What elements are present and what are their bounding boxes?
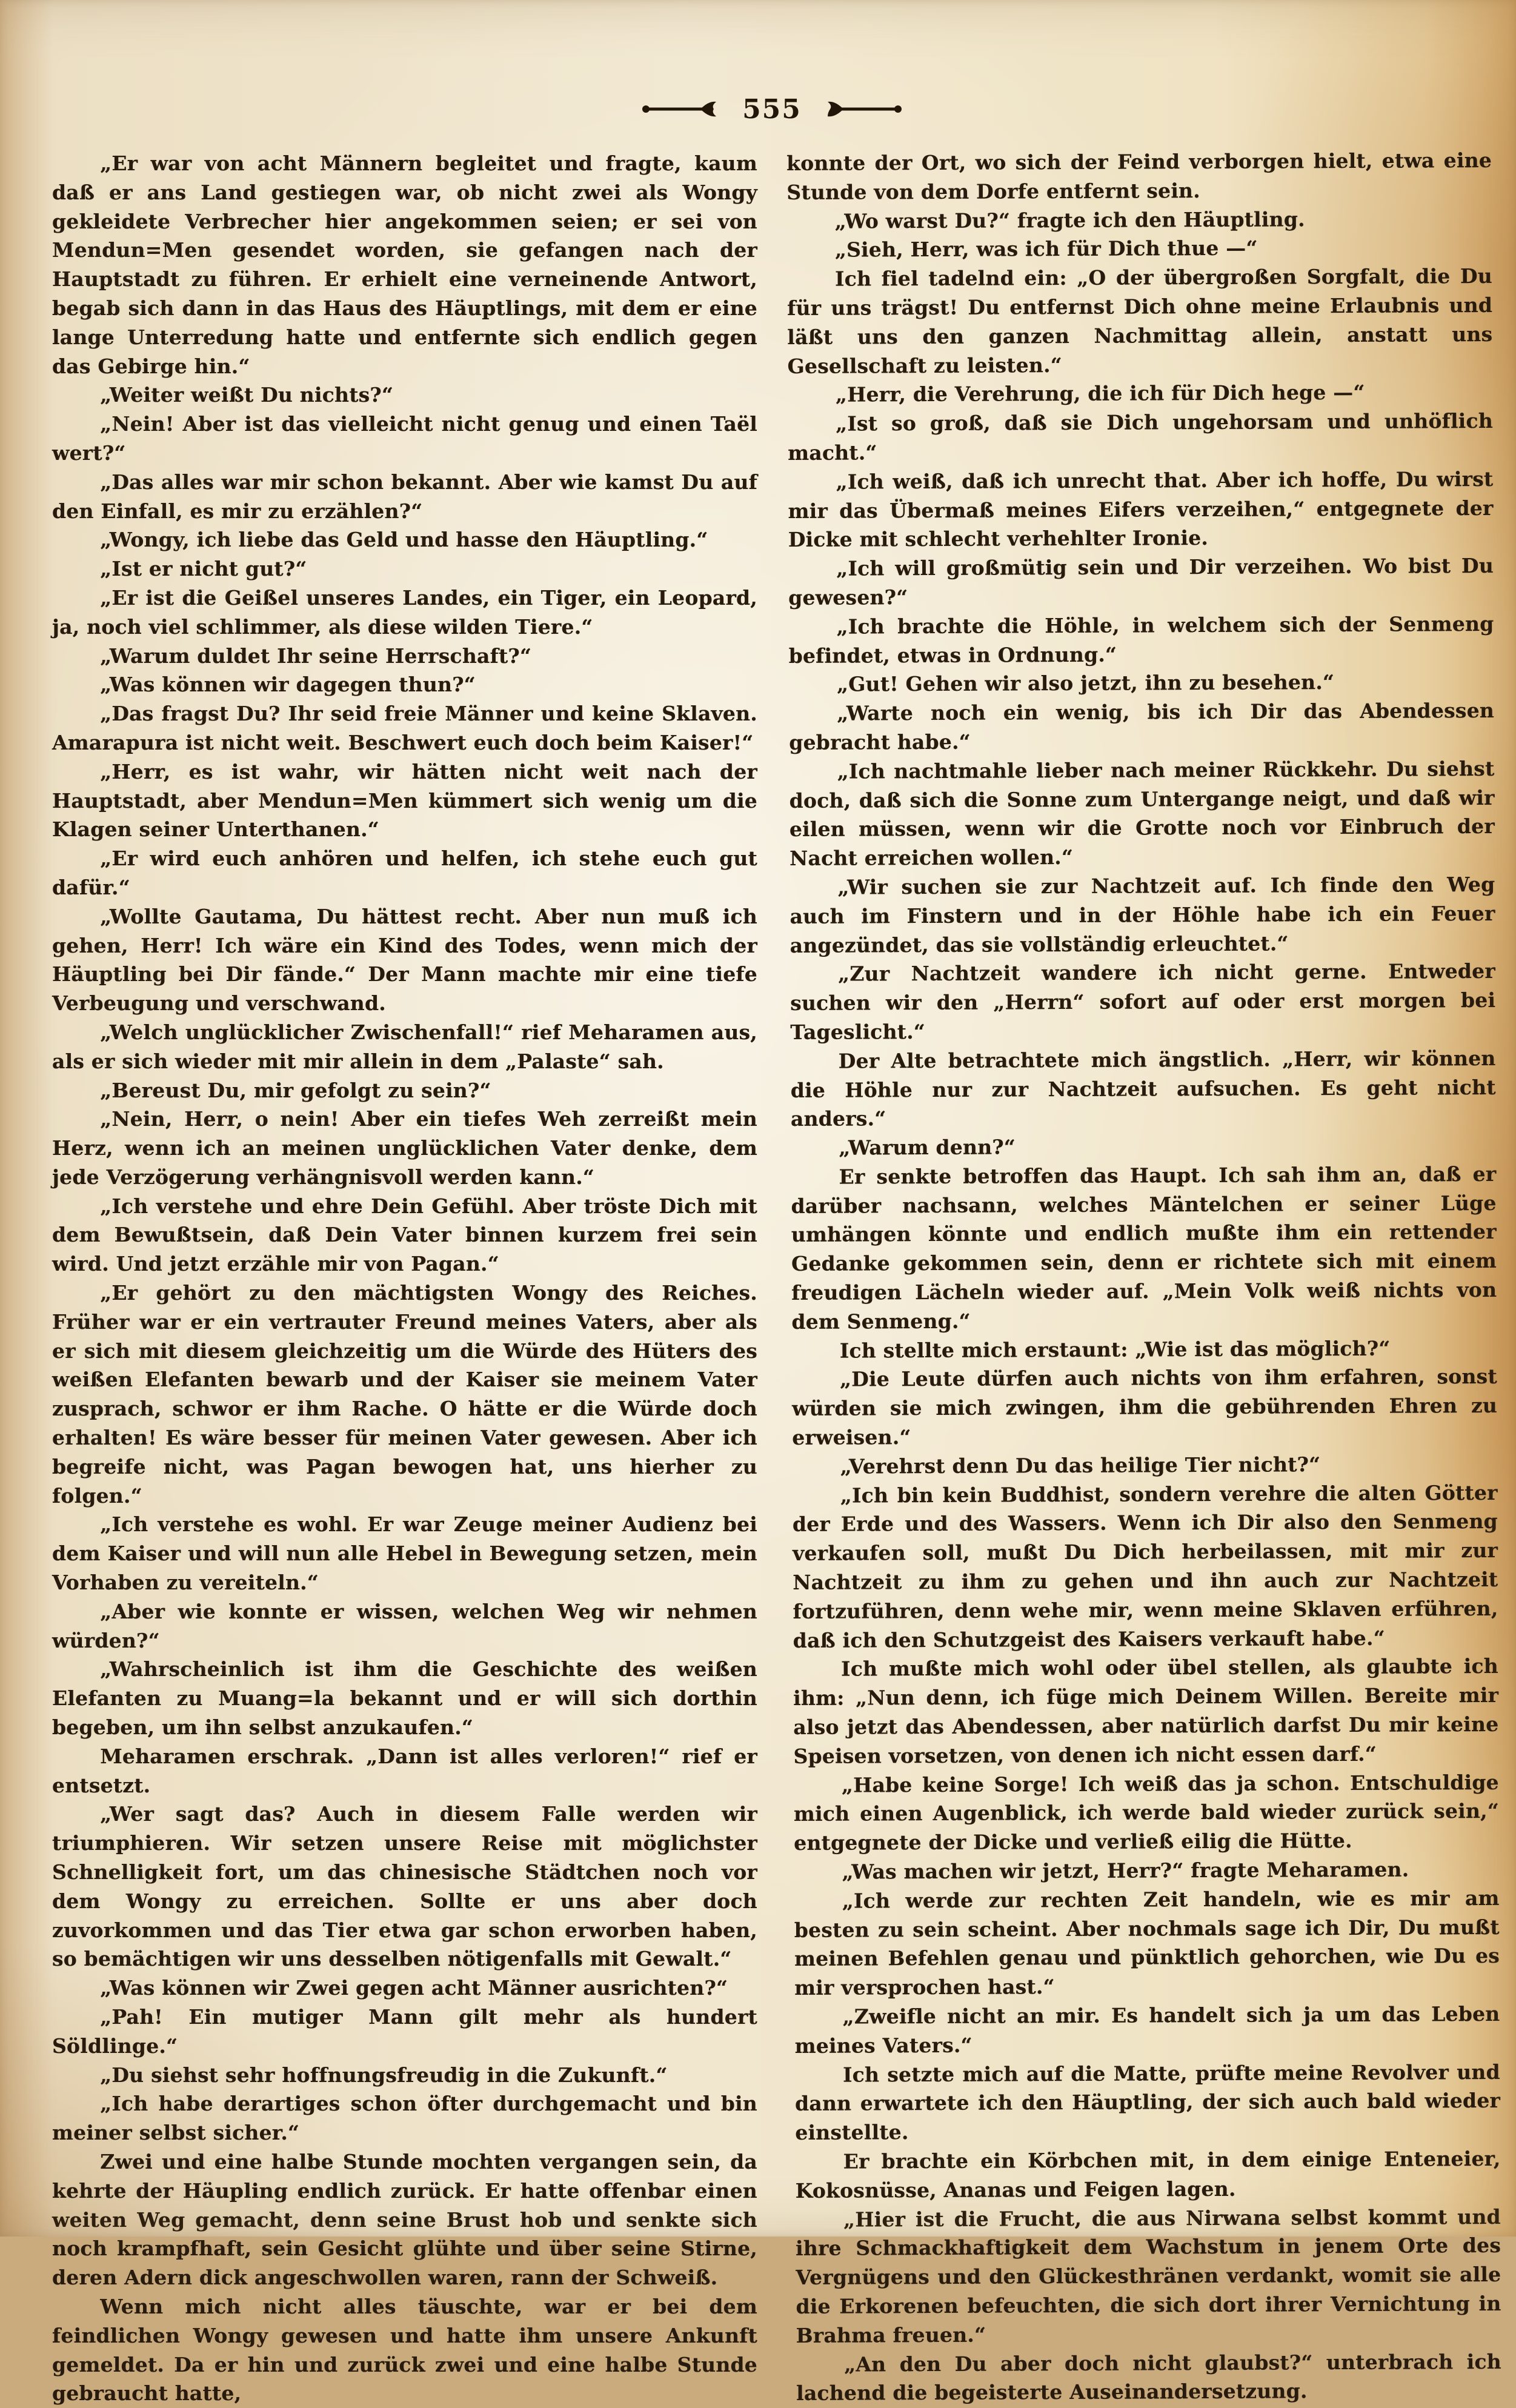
paragraph: „Nein, Herr, o nein! Aber ein tiefes Weh zerreißt mein Herz, wenn ich an meinen unglücklichen Vater denke, dem jede Verzögerung verhängnisvoll werden kann.“ [52, 1107, 757, 1189]
paragraph: Meharamen erschrak. „Dann ist alles verloren!“ rief er entsetzt. [52, 1744, 757, 1797]
text-column-right [786, 146, 1501, 2408]
paragraph: „Das fragst Du? Ihr seid freie Männer und keine Sklaven. Amarapura ist nicht weit. Beschwert euch doch beim Kaiser!“ [52, 702, 757, 754]
paragraph: „Was machen wir jetzt, Herr?“ fragte Meharamen. [842, 1857, 1409, 1884]
paragraph: „Ich verstehe es wohl. Er war Zeuge meiner Audienz bei dem Kaiser und will nun alle Hebel in Bewegung setzen, mein Vorhaben zu vereiteln.“ [52, 1512, 757, 1595]
paragraph: „Wir suchen sie zur Nachtzeit auf. Ich finde den Weg auch im Finstern und in der Höhle habe ich ein Feuer angezündet, das sie vollständig erleuchtet.“ [790, 872, 1495, 957]
header-ornament-left-icon [640, 99, 722, 119]
paragraph: „Ich weiß, daß ich unrecht that. Aber ich hoffe, Du wirst mir das Übermaß meines Eifers verzeihen,“ entgegnete der Dicke mit schlecht verhehlter Ironie. [788, 467, 1494, 552]
paragraph: „Er ist die Geißel unseres Landes, ein Tiger, ein Leopard, ja, noch viel schlimmer, als diese wilden Tiere.“ [52, 585, 757, 639]
paragraph: „Zweifle nicht an mir. Es handelt sich ja um das Leben meines Vaters.“ [794, 2001, 1500, 2058]
paragraph: „Ich habe derartiges schon öfter durchgemacht und bin meiner selbst sicher.“ [52, 2092, 757, 2145]
paragraph: „Ich werde zur rechten Zeit handeln, wie es mir am besten zu sein scheint. Aber nochmals sage ich Dir, Du mußt meinen Befehlen genau und pünktlich gehorchen, wie Du es mir versprochen hast.“ [794, 1886, 1500, 2000]
paragraph: Ich setzte mich auf die Matte, prüfte meine Revolver und dann erwartete ich den Häuptling, der sich auch bald wieder einstellte. [794, 2060, 1501, 2145]
paragraph: Zwei und eine halbe Stunde mochten vergangen sein, da kehrte der Häupling endlich zurück. Er hatte offenbar einen weiten Weg gemacht, denn seine Brust hob und senkte sich noch krampfhaft, sein Gesicht glühte und über seine Stirne, deren Adern dick angeschwollen waren, rann der Schweiß. [52, 2149, 757, 2290]
paragraph: „Herr, es ist wahr, wir hätten nicht weit nach der Hauptstadt, aber Mendun=Men kümmert sich wenig um die Klagen seiner Unterthanen.“ [52, 759, 757, 842]
two-column-text-block [52, 148, 1502, 2408]
page-number: 555 [742, 93, 802, 125]
paragraph: „Warum denn?“ [839, 1135, 1016, 1160]
paragraph: „Ist so groß, daß sie Dich ungehorsam und unhöflich macht.“ [788, 409, 1494, 465]
paragraph: „Wollte Gautama, Du hättest recht. Aber nun muß ich gehen, Herr! Ich wäre ein Kind des Todes, wenn mich der Häuptling bei Dir fände.“ Der Mann machte mir eine tiefe Verbeugung und verschwand. [52, 904, 757, 1016]
paragraph: „Ich bin kein Buddhist, sondern verehre die alten Götter der Erde und des Wassers. Wenn ich Dir also den Senmeng verkaufen soll, mußt Du Dich herbeilassen, mit mir zur Nachtzeit zu ihm zu gehen und ihn auch zur Nachtzeit fortzuführen, denn wehe mir, wenn meine Sklaven erführen, daß ich den Schutzgeist des Kaisers verkauft habe.“ [792, 1480, 1498, 1652]
paragraph: „Wongy, ich liebe das Geld und hasse den Häuptling.“ [100, 528, 708, 552]
paragraph: „Herr, die Verehrung, die ich für Dich hege —“ [835, 381, 1365, 407]
paragraph: Ich mußte mich wohl oder übel stellen, als glaubte ich ihm: „Nun denn, ich füge mich Deinem Willen. Bereite mir also jetzt das Abendessen, aber natürlich darfst Du mir keine Speisen vorsetzen, von denen ich nicht essen darf.“ [793, 1654, 1499, 1768]
paragraph: „Wahrscheinlich ist ihm die Geschichte des weißen Elefanten zu Muang=la bekannt und er will sich dorthin begeben, um ihn selbst anzukaufen.“ [52, 1657, 757, 1740]
paragraph: „Sieh, Herr, was ich für Dich thue —“ [834, 236, 1258, 262]
paragraph: konnte der Ort, wo sich der Feind verborgen hielt, etwa eine Stunde von dem Dorfe entfernt sein. [786, 148, 1492, 204]
paragraph: „Weiter weißt Du nichts?“ [100, 383, 394, 407]
paragraph: „Was können wir dagegen thun?“ [100, 673, 476, 697]
paragraph: „Ich nachtmahle lieber nach meiner Rückkehr. Du siehst doch, daß sich die Sonne zum Untergange neigt, und daß wir eilen müssen, wenn wir die Grotte noch vor Einbruch der Nacht erreichen wollen.“ [789, 756, 1495, 871]
paragraph: Er brachte ein Körbchen mit, in dem einige Enteneier, Kokosnüsse, Ananas und Feigen lagen. [795, 2146, 1501, 2203]
paragraph: „Nein! Aber ist das vielleicht nicht genug und einen Taël wert?“ [52, 412, 757, 465]
paragraph: „Er gehört zu den mächtigsten Wongy des Reiches. Früher war er ein vertrauter Freund meines Vaters, aber als er sich mit diesem gleichzeitig um die Würde des Hüters des weißen Elefanten bewarb und der Kaiser sie meinem Vater zusprach, schwor er ihm Rache. O hätte er die Würde doch erhalten! Es wäre besser für meinen Vater gewesen. Aber ich begreife nicht, was Pagan bewogen hat, uns hierher zu folgen.“ [52, 1281, 757, 1508]
paragraph: „Hier ist die Frucht, die aus Nirwana selbst kommt und ihre Schmackhaftigkeit dem Wachstum in jenem Orte des Vergnügens und den Glückesthränen verdankt, womit sie alle die Erkorenen befeuchten, die sich dort ihrer Vernichtung in Brahma freuen.“ [796, 2204, 1501, 2347]
paragraph: Er senkte betroffen das Haupt. Ich sah ihm an, daß er darüber nachsann, welches Mäntelchen er seiner Lüge umhängen könnte und endlich mußte ihm ein rettender Gedanke gekommen sein, denn er richtete sich mit einem freudigen Lächeln wieder auf. „Mein Volk weiß nichts von dem Senmeng.“ [791, 1162, 1497, 1334]
paragraph: Ich stellte mich erstaunt: „Wie ist das möglich?“ [839, 1336, 1391, 1363]
paragraph: „Ich brachte die Höhle, in welchem sich der Senmeng befindet, etwas in Ordnung.“ [788, 611, 1494, 668]
paragraph: „An den Du aber doch nicht glaubst?“ unterbrach ich lachend die begeisterte Auseinandersetzung. [796, 2349, 1502, 2406]
paragraph: „Welch unglücklicher Zwischenfall!“ rief Meharamen aus, als er sich wieder mit mir allein in dem „Palaste“ sah. [52, 1020, 757, 1073]
text-column-left [52, 149, 757, 2408]
paragraph: „Ich verstehe und ehre Dein Gefühl. Aber tröste Dich mit dem Bewußtsein, daß Dein Vater binnen kurzem frei sein wird. Und jetzt erzähle mir von Pagan.“ [52, 1194, 757, 1276]
paragraph: „Er war von acht Männern begleitet und fragte, kaum daß er ans Land gestiegen war, ob nicht zwei als Wongy gekleidete Verbrecher hier angekommen seien; er sei von Mendun=Men gesendet worden, sie gefangen nach der Hauptstadt zu führen. Er erhielt eine verneinende Antwort, begab sich dann in das Haus des Häuptlings, mit dem er eine lange Unterredung hatte und entfernte sich endlich gegen das Gebirge hin.“ [52, 151, 757, 378]
paragraph: „Gut! Gehen wir also jetzt, ihn zu besehen.“ [836, 670, 1335, 696]
paragraph: „Verehrst denn Du das heilige Tier nicht?“ [840, 1452, 1321, 1478]
paragraph: „Zur Nachtzeit wandere ich nicht gerne. Entweder suchen wir den „Herrn“ sofort auf oder erst morgen bei Tageslicht.“ [790, 959, 1496, 1044]
paragraph: „Er wird euch anhören und helfen, ich stehe euch gut dafür.“ [52, 846, 757, 899]
paragraph: Der Alte betrachtete mich ängstlich. „Herr, wir können die Höhle nur zur Nachtzeit aufsuchen. Es geht nicht anders.“ [790, 1046, 1496, 1131]
paragraph: „Bereust Du, mir gefolgt zu sein?“ [100, 1078, 491, 1102]
paragraph: „Wer sagt das? Auch in diesem Falle werden wir triumphieren. Wir setzen unsere Reise mit möglichster Schnelligkeit fort, um das chinesische Städtchen noch vor dem Wongy zu erreichen. Sollte er uns aber doch zuvorkommen und das Tier etwa gar schon erworben haben, so bemächtigen wir uns desselben nötigenfalls mit Gewalt.“ [52, 1802, 757, 1971]
paragraph: „Ich will großmütig sein und Dir verzeihen. Wo bist Du gewesen?“ [788, 554, 1494, 610]
paragraph: „Wo warst Du?“ fragte ich den Häuptling. [834, 207, 1305, 233]
paragraph: „Das alles war mir schon bekannt. Aber wie kamst Du auf den Einfall, es mir zu erzählen?“ [52, 470, 757, 523]
paragraph: „Warum duldet Ihr seine Herrschaft?“ [100, 644, 532, 668]
paragraph: „Habe keine Sorge! Ich weiß das ja schon. Entschuldige mich einen Augenblick, ich werde bald wieder zurück sein,“ entgegnete der Dicke und verließ eilig die Hütte. [793, 1770, 1500, 1855]
paragraph: „Warte noch ein wenig, bis ich Dir das Abendessen gebracht habe.“ [789, 699, 1495, 754]
header-ornament-right-icon [822, 99, 904, 119]
page-header [52, 90, 1492, 128]
paragraph: Wenn mich nicht alles täuschte, war er bei dem feindlichen Wongy gewesen und hatte ihm unsere Ankunft gemeldet. Da er hin und zurück zwei und eine halbe Stunde gebraucht hatte, [52, 2294, 757, 2406]
paragraph: „Aber wie konnte er wissen, welchen Weg wir nehmen würden?“ [52, 1599, 757, 1652]
paragraph: „Pah! Ein mutiger Mann gilt mehr als hundert Söldlinge.“ [52, 2005, 757, 2058]
paragraph: „Was können wir Zwei gegen acht Männer ausrichten?“ [100, 1976, 728, 2000]
paragraph: „Die Leute dürfen auch nichts von ihm erfahren, sonst würden sie mich zwingen, ihm die gebührenden Ehren zu erweisen.“ [791, 1365, 1498, 1450]
paragraph: Ich fiel tadelnd ein: „O der übergroßen Sorgfalt, die Du für uns trägst! Du entfernst Dich ohne meine Erlaubnis und läßt uns den ganzen Nachmittag allein, anstatt uns Gesellschaft zu leisten.“ [787, 264, 1493, 378]
paragraph: „Du siehst sehr hoffnungsfreudig in die Zukunft.“ [100, 2063, 668, 2087]
paragraph: „Ist er nicht gut?“ [100, 557, 307, 581]
